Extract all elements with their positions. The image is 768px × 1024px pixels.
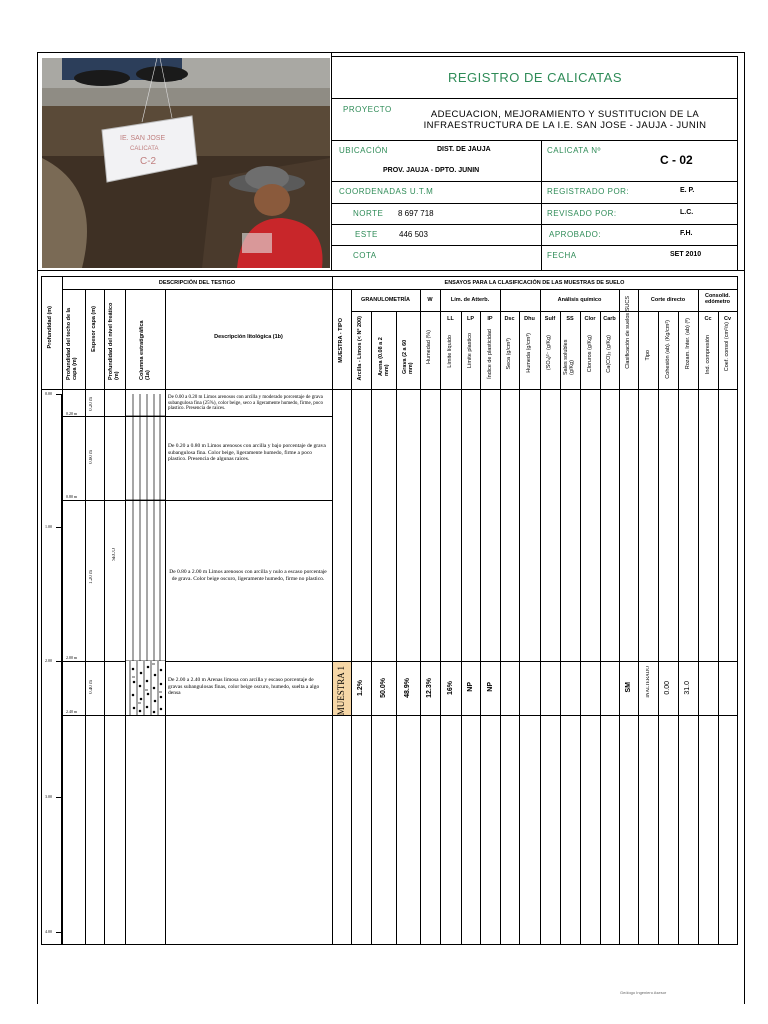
calicata-value: C - 02 xyxy=(660,153,693,167)
arena-header: Arena (0.08 a 2 mm) xyxy=(378,337,390,376)
sample-arcilla: 1.2% xyxy=(357,680,364,696)
ss-header: SS xyxy=(566,316,574,322)
depth-tick-3: 3.00 xyxy=(45,794,52,799)
depth-tick-2: 2.00 xyxy=(45,658,52,663)
aprobado-value: F.H. xyxy=(680,230,693,237)
layer-1-espesor: 0.20 m xyxy=(89,397,94,411)
coordenadas-label: COORDENADAS U.T.M xyxy=(339,187,434,196)
cv-header: Cv xyxy=(723,316,732,322)
dsc-header: Dsc xyxy=(504,316,515,322)
cohesion-header: Cohesión (ab). (Kg/cm²) xyxy=(665,320,671,379)
sample-sucs: SM xyxy=(625,682,632,693)
depth-tick-0: 0.00 xyxy=(45,391,52,396)
layer-4-espesor: 0.40 m xyxy=(89,680,94,694)
grava-header: Grava (2 a 60 mm) xyxy=(402,339,414,374)
calicata-label: CALICATA Nº xyxy=(547,146,601,155)
layer-2-top: 0.80 m xyxy=(66,494,78,499)
layer-3-description: De 0.80 a 2.00 m Limos arenosos con arcilla y nulo a escaso porcentaje de grava. Color beige oscuro, ligeramente humedo, firme no plastico. xyxy=(169,569,327,582)
granulometria-header: GRANULOMETRÍA xyxy=(361,297,410,303)
caco3-header: Ca(CO)₃ (g/Kg) xyxy=(606,335,612,373)
nivel-freatico-value: SECO xyxy=(112,548,117,561)
proyecto-value-line2: INFRAESTRUCTURA DE LA I.E. SAN JOSE - JAUJA - JUNIN xyxy=(423,120,707,131)
descripcion-testigo-header: DESCRIPCIÓN DEL TESTIGO xyxy=(158,280,236,286)
tipo-header: Tipo xyxy=(645,350,651,361)
proyecto-label: PROYECTO xyxy=(343,105,392,114)
rozam-header: Rozam. Inter. (ab) (º) xyxy=(685,318,691,370)
muestra-tipo-header: MUESTRA - TIPO xyxy=(338,318,344,363)
norte-value: 8 697 718 xyxy=(398,209,434,218)
registrado-label: REGISTRADO POR: xyxy=(547,187,630,196)
descripcion-litologica-header: Descripción litológica (1b) xyxy=(214,334,283,340)
sample-cohesion: 0.00 xyxy=(664,681,671,695)
norte-label: NORTE xyxy=(353,209,384,218)
prof-techo-header: Profundidad del techo de la capa (m) xyxy=(66,307,78,380)
layer-3-espesor: 1.20 m xyxy=(89,570,94,584)
photo-sign-text-1: IE. SAN JOSE xyxy=(120,135,166,142)
sample-ip: NP xyxy=(487,682,494,692)
ip-header: IP xyxy=(487,316,493,322)
layer-2-description: De 0.20 a 0.80 m Limos arenosos con arcilla y bajo porcentaje de grava subangulosa fina. Color beige, ligeramente humedo, firme a poco plastico. Presencia de algunas raices. xyxy=(168,443,326,462)
coef-consol-header: Coef. consol (cm²/s) xyxy=(724,322,730,372)
analisis-quimico-header: Análisis químico xyxy=(557,297,602,303)
sample-ll: 16% xyxy=(447,681,454,696)
este-value: 446 503 xyxy=(399,230,428,239)
ll-header: LL xyxy=(447,316,454,322)
w-header: W xyxy=(427,297,433,303)
depth-tick-1: 1.00 xyxy=(45,524,52,529)
consolid-header: Consolid. edómetro xyxy=(704,293,731,305)
proyecto-value-line1: ADECUACION, MEJORAMIENTO Y SUSTITUCION DE LA xyxy=(430,109,700,120)
page-title: REGISTRO DE CALICATAS xyxy=(448,70,622,85)
este-label: ESTE xyxy=(355,230,378,239)
photo-sign-text-3: C-2 xyxy=(140,156,157,167)
sulf-header: Sulf xyxy=(544,316,556,322)
seca-header: Seca (g/cm³) xyxy=(506,338,512,370)
depth-tick-4: 4.00 xyxy=(45,929,52,934)
ind-compresion-header: Ind. compresión xyxy=(705,335,711,375)
revisado-value: L.C. xyxy=(680,209,694,216)
humedad-header: Humedad (%) xyxy=(426,330,432,364)
aprobado-label: APROBADO: xyxy=(549,230,602,239)
ubicacion-prov: PROV. JAUJA - DPTO. JUNIN xyxy=(383,167,480,174)
ensayos-header: ENSAYOS PARA LA CLASIFICACIÓN DE LAS MUESTRAS DE SUELO xyxy=(444,280,625,286)
stratigraphic-column xyxy=(126,394,165,715)
clor-header: Clor xyxy=(584,316,596,322)
revisado-label: REVISADO POR: xyxy=(547,209,617,218)
lim-atterb-header: Lím. de Atterb. xyxy=(450,297,490,303)
cota-label: COTA xyxy=(353,251,377,260)
limite-plastico-header: Límite plastico xyxy=(467,333,473,369)
indice-plasticidad-header: Índice de plasticidad xyxy=(487,329,493,379)
registrado-value: E. P. xyxy=(680,187,695,194)
sample-rozam: 31.0 xyxy=(684,681,691,695)
cloruros-header: Cloruros (g/Kg) xyxy=(587,335,593,373)
nivel-freatico-header: Profundidad del nivel freático (m) xyxy=(108,302,120,380)
sample-muestra: MUESTRA 1 xyxy=(336,666,346,716)
layer-3-top: 2.00 m xyxy=(66,655,78,660)
fecha-label: FECHA xyxy=(547,251,577,260)
ubicacion-dist: DIST. DE JAUJA xyxy=(437,146,491,153)
layer-2-espesor: 0.60 m xyxy=(89,450,94,464)
sample-humedad: 12.3% xyxy=(426,678,433,698)
humeda-header: Humeda (g/cm³) xyxy=(526,333,532,373)
arcilla-header: Arcilla - Limos (< Nº 200) xyxy=(357,316,363,381)
sample-arena: 50.0% xyxy=(380,678,387,698)
cc-header: Cc xyxy=(704,316,712,322)
profundidad-header: Profundidad (m) xyxy=(47,306,53,349)
corte-directo-header: Corte directo xyxy=(650,297,686,303)
layer-4-description: De 2.00 a 2.40 m Arenas limosa con arcilla y escaso porcentaje de gravas subangulosas finas, color beige oscuro, humedo, suelta a algo densa xyxy=(168,677,320,696)
ubicacion-label: UBICACIÓN xyxy=(339,146,388,155)
sucs-header: Clasificación de suelos SUCS xyxy=(625,296,631,369)
so4-header: (SO₄)²⁻ (g/Kg) xyxy=(546,335,552,371)
photo-sign-text-2: CALICATA xyxy=(130,146,159,152)
limite-liquido-header: Límite líquido xyxy=(447,335,453,368)
sample-tipo: INALTERADO xyxy=(646,666,651,698)
lp-header: LP xyxy=(466,316,475,322)
columna-header: Columna estratigráfica (1a) xyxy=(139,320,151,380)
sample-lp: NP xyxy=(467,682,474,692)
footer-note: Geólogo Ingeniero Asesor xyxy=(620,990,667,995)
sample-grava: 48.9% xyxy=(404,678,411,698)
sales-header: Sales solubles (g/Kg) xyxy=(563,339,575,375)
layer-1-top: 0.20 m xyxy=(66,411,78,416)
espesor-header: Espesor capa (m) xyxy=(91,306,97,352)
fecha-value: SET 2010 xyxy=(670,251,702,258)
layer-4-top: 2.40 m xyxy=(66,709,78,714)
dhu-header: Dhu xyxy=(524,316,535,322)
layer-1-description: De 0.00 a 0.20 m Limos arenosos con arcilla y moderado porcentaje de grava subangulosa fina (25%), color beige, seco a ligeramente humedo, firme, poco plastico. Presencia de raices. xyxy=(168,395,323,411)
carb-header: Carb xyxy=(603,316,616,322)
